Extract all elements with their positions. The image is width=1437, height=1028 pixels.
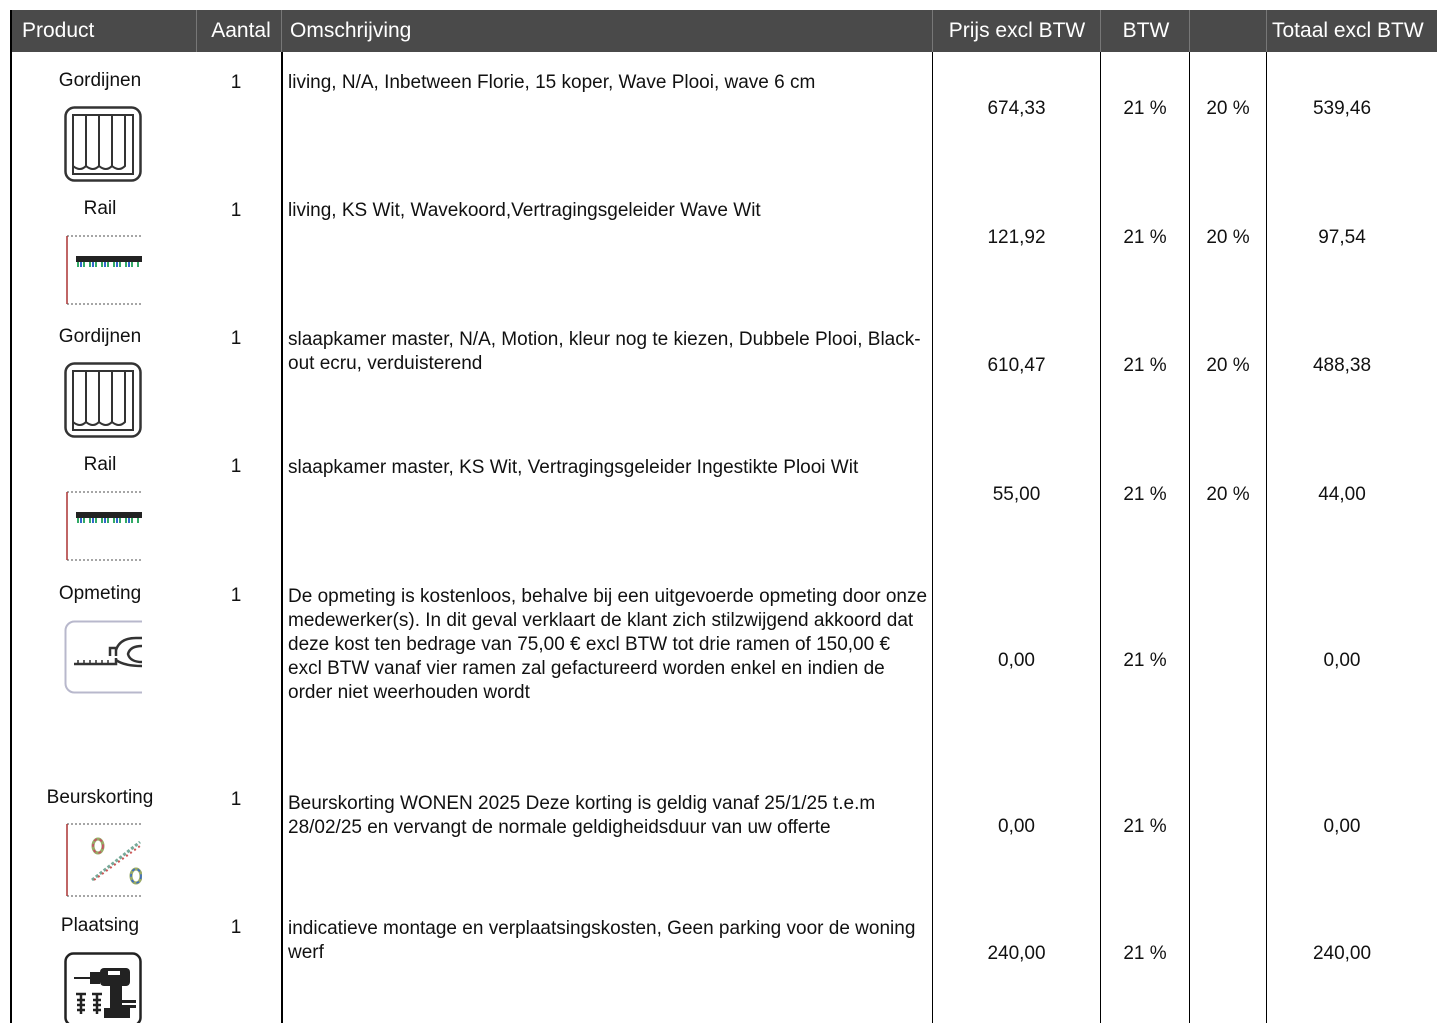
price: 0,00 [998,816,1035,837]
description: slaapkamer master, KS Wit, Vertragingsgeleider Ingestikte Plooi Wit [288,457,859,478]
header-price: Prijs excl BTW [948,19,1086,42]
vat: 21 % [1123,227,1167,248]
product-name: Gordijnen [58,70,142,91]
total: 240,00 [1312,943,1372,964]
total: 539,46 [1312,98,1372,119]
header-divider [1266,10,1267,52]
header-product: Product [22,19,95,42]
total: 0,00 [1323,650,1361,671]
quantity: 1 [230,200,242,221]
drill-icon [64,952,142,1028]
header-description: Omschrijving [290,19,412,42]
price: 121,92 [987,227,1046,248]
grid-line [932,52,933,1023]
header-quantity: Aantal [211,19,271,42]
header-divider [932,10,933,52]
grid-line [10,10,12,1023]
grid-line [281,52,283,1023]
total: 44,00 [1318,484,1366,505]
rail-icon [64,234,142,311]
rail-icon [64,490,142,567]
description: slaapkamer master, N/A, Motion, kleur nog te kiezen, Dubbele Plooi, Black-out ecru, verduisterend [288,329,921,374]
grid-line [1100,52,1101,1023]
discount: 20 % [1206,227,1250,248]
quantity: 1 [230,328,242,349]
price: 240,00 [987,943,1046,964]
vat: 21 % [1123,484,1167,505]
quantity: 1 [230,72,242,93]
description: living, KS Wit, Wavekoord,Vertragingsgeleider Wave Wit [288,200,761,221]
quantity: 1 [230,456,242,477]
price: 610,47 [987,355,1046,376]
product-name: Beurskorting [46,787,154,808]
header-divider [281,10,282,52]
grid-line [1266,52,1267,1023]
total: 97,54 [1318,227,1366,248]
quantity: 1 [230,585,242,606]
measuring-tape-icon [64,620,142,699]
curtain-icon [64,362,142,443]
header-total: Totaal excl BTW [1272,19,1424,42]
vat: 21 % [1123,816,1167,837]
product-name: Gordijnen [58,326,142,347]
price: 55,00 [992,484,1041,505]
product-name: Opmeting [58,583,142,604]
quantity: 1 [230,789,242,810]
header-divider [1100,10,1101,52]
header-divider [1189,10,1190,52]
curtain-icon [64,106,142,187]
discount: 20 % [1206,355,1250,376]
vat: 21 % [1123,650,1167,671]
total: 488,38 [1312,355,1372,376]
table-header [10,10,1437,52]
total: 0,00 [1323,816,1361,837]
discount: 20 % [1206,98,1250,119]
header-divider [196,10,197,52]
vat: 21 % [1123,943,1167,964]
header-vat: BTW [1122,19,1170,42]
price: 0,00 [998,650,1035,671]
description: De opmeting is kostenloos, behalve bij een uitgevoerde opmeting door onze medewerker(s). In dit geval verklaart de klant zich stilzwijgend akkoord dat deze kost ten bedrage van 75,00 € excl BTW tot drie ramen of 150,00 € excl BTW vanaf vier ramen zal gefactureerd worden enkel en indien de order niet weerhouden wordt [288,586,928,703]
grid-line [1189,52,1190,1023]
description: indicatieve montage en verplaatsingskosten, Geen parking voor de woning werf [288,918,916,963]
description: Beurskorting WONEN 2025 Deze korting is geldig vanaf 25/1/25 t.e.m 28/02/25 en vervangt de normale geldigheidsduur van uw offerte [288,793,876,838]
description: living, N/A, Inbetween Florie, 15 koper, Wave Plooi, wave 6 cm [288,72,816,93]
header-discount [1192,10,1264,52]
product-name: Rail [83,198,117,219]
vat: 21 % [1123,98,1167,119]
discount: 20 % [1206,484,1250,505]
product-name: Plaatsing [60,915,140,936]
price: 674,33 [987,98,1046,119]
vat: 21 % [1123,355,1167,376]
product-name: Rail [83,454,117,475]
quantity: 1 [230,917,242,938]
percent-icon [64,822,142,903]
